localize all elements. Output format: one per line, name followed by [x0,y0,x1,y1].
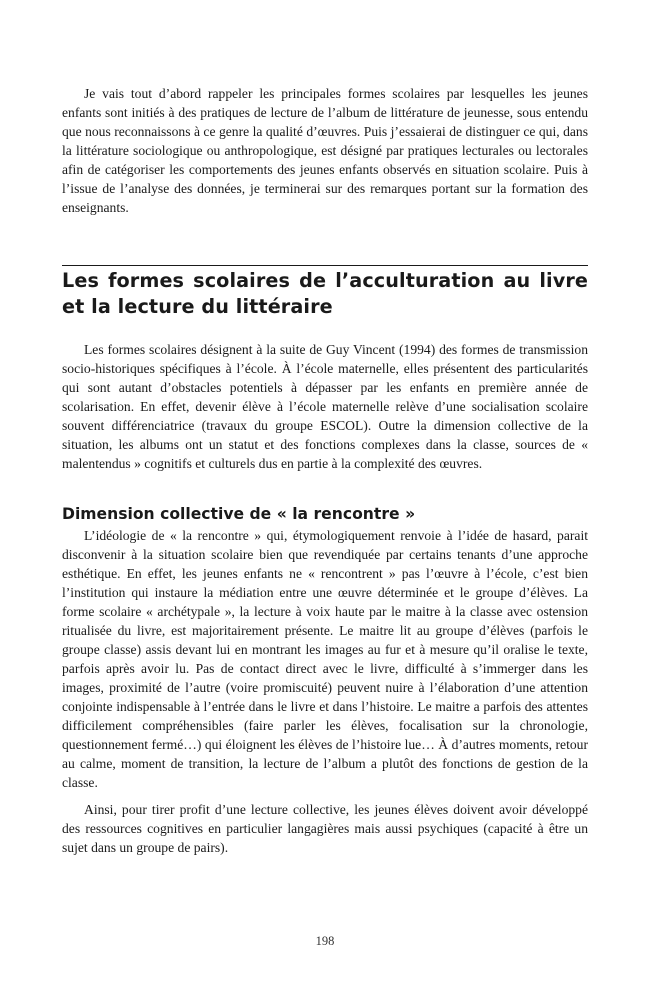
subsection-paragraph-1: L’idéologie de « la rencontre » qui, étymologiquement renvoie à l’idée de hasard, parait disconvenir à la situation scolaire bien que revendiquée par certains tenants d’une approche esthétique. En effet, les jeunes enfants ne « rencontrent » pas l’œuvre à l’école, c’est bien l’institution qui instaure la médiation entre une œuvre déterminée et le groupe d’élèves. La forme scolaire « archétypale », la lecture à voix haute par le maitre à la classe avec ostension ritualisée du livre, est majoritairement présente. Le maitre lit au groupe d’élèves (parfois le groupe classe) assis devant lui en montrant les images au fur et à mesure qu’il oralise le texte, parfois après avoir lu. Pas de contact direct avec le livre, difficulté à s’immerger dans les images, proximité de l’autre (voire promiscuité) peuvent nuire à l’élaboration d’une attention conjointe indispensable à l’entrée dans le livre et dans l’histoire. Le maitre a parfois des attentes difficilement compréhensibles (faire parler les élèves, focalisation sur la chronologie, questionnement fermé…) qui éloignent les élèves de l’histoire lue… À d’autres moments, retour au calme, moment de transition, la lecture de l’album a plutôt des fonctions de gestion de la classe. [62,528,588,790]
intro-paragraph: Je vais tout d’abord rappeler les principales formes scolaires par lesquelles les jeunes enfants sont initiés à des pratiques de lecture de l’album de littérature de jeunesse, sous entendu que nous reconnaissons à ce genre la qualité d’œuvres. Puis j’essaierai de distinguer ce qui, dans la littérature sociologique ou anthropologique, est désigné par pratiques lecturales ou lectorales afin de catégoriser les comportements des jeunes enfants observés en situation scolaire. Puis à l’issue de l’analyse des données, je terminerai sur des remarques portant sur la formation des enseignants. [62,86,588,215]
page-content [62,84,588,857]
section-paragraph: Les formes scolaires désignent à la suite de Guy Vincent (1994) des formes de transmission socio-historiques spécifiques à l’école. À l’école maternelle, elles présentent des particularités qui sont autant d’obstacles potentiels à dépasser par les enfants en première année de scolarisation. En effet, devenir élève à l’école maternelle relève d’une socialisation scolaire souvent différenciatrice (travaux du groupe ESCOL). Outre la dimension collective de la situation, les albums ont un statut et des fonctions complexes dans la classe, sources de « malentendus » cognitifs et culturels dus en partie à la complexité des œuvres. [62,342,588,471]
subsection-paragraph-2: Ainsi, pour tirer profit d’une lecture collective, les jeunes élèves doivent avoir développé des ressources cognitives en particulier langagières mais aussi psychiques (capacité à être un sujet dans un groupe de pairs). [62,802,588,855]
subsection-title: Dimension collective de « la rencontre » [62,505,416,523]
page-number: 198 [315,934,335,948]
section-title: Les formes scolaires de l’acculturation au livre et la lecture du littéraire [62,269,588,318]
